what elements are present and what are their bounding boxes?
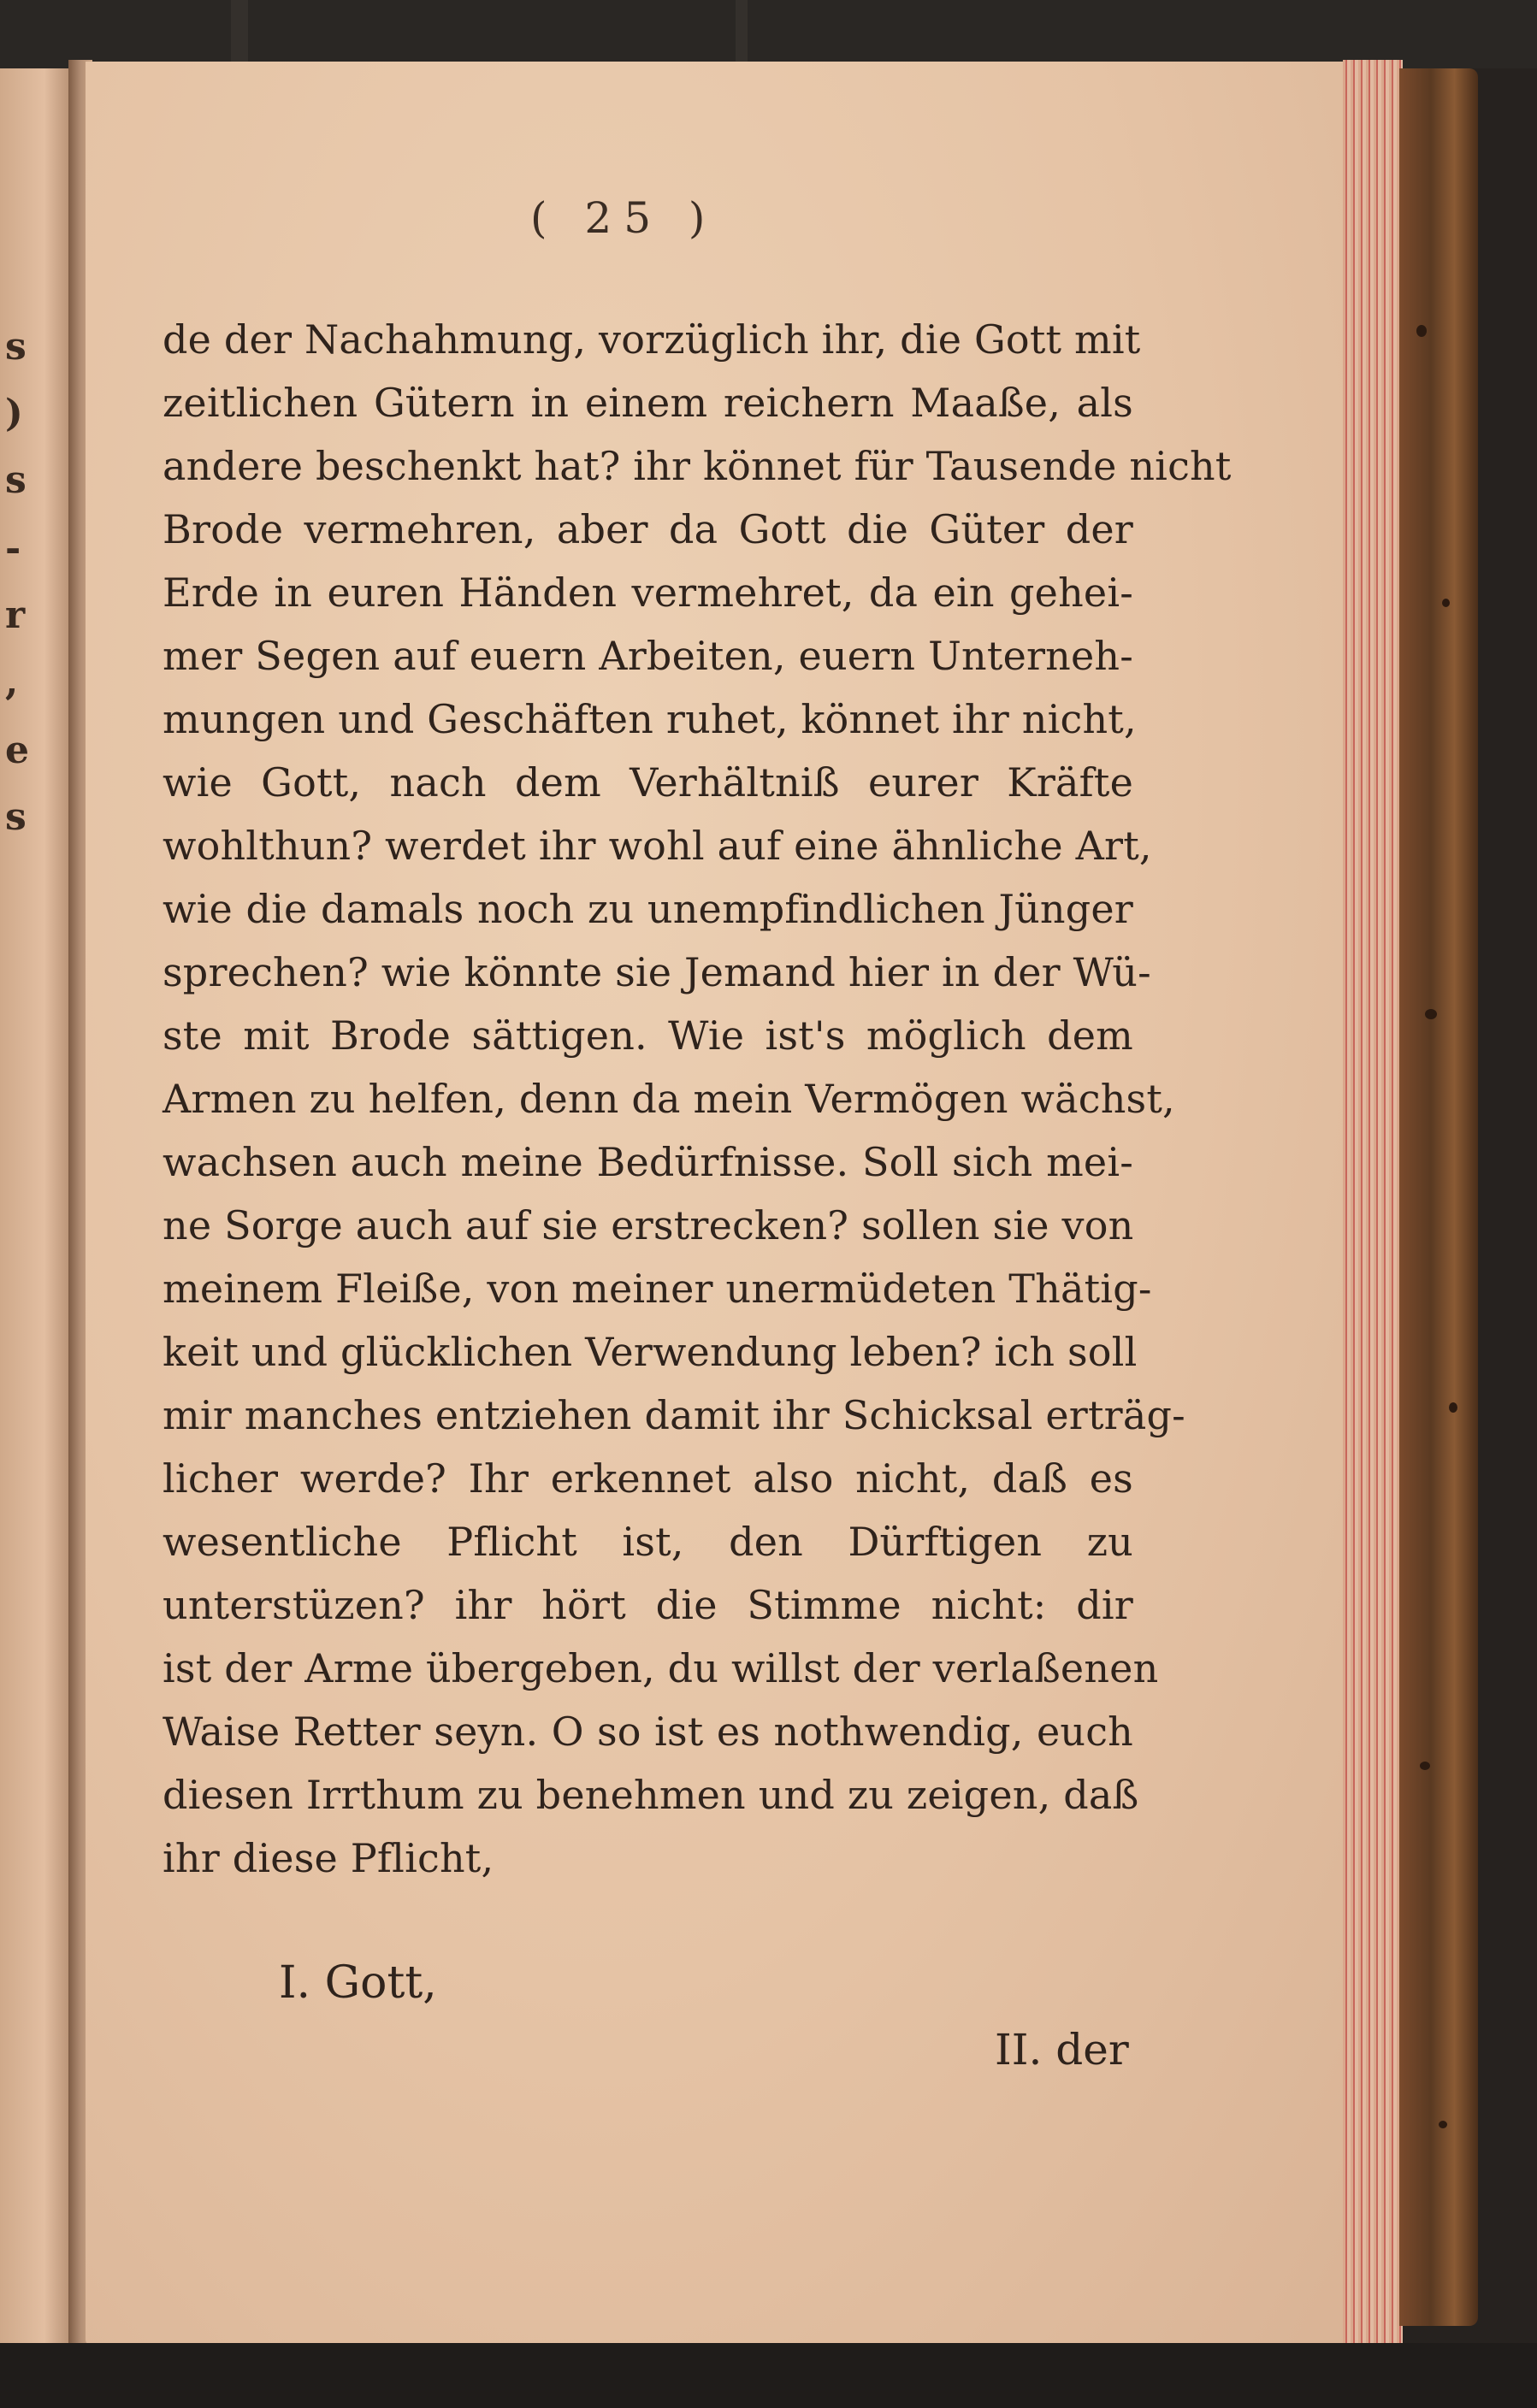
edge-mark: - xyxy=(5,527,21,570)
edge-mark: ) xyxy=(5,392,23,435)
text-line: wesentliche Pflicht ist, den Dürftigen zu xyxy=(163,1519,1133,1565)
cover-spot xyxy=(1442,599,1450,607)
text-line: Armen zu helfen, denn da mein Vermögen wächst, xyxy=(163,1076,1175,1122)
page-number: ( 25 ) xyxy=(530,193,718,243)
text-line: sprechen? wie könnte sie Jemand hier in der Wü- xyxy=(163,949,1151,995)
text-line: keit und glücklichen Verwendung leben? ich soll xyxy=(163,1329,1138,1375)
text-line: andere beschenkt hat? ihr könnet für Tausende nicht xyxy=(163,443,1232,489)
text-line: wachsen auch meine Bedürfnisse. Soll sich mei- xyxy=(163,1139,1133,1185)
cover-spot xyxy=(1439,2121,1447,2128)
edge-mark: s xyxy=(5,458,27,502)
text-line: meinem Fleiße, von meiner unermüdeten Thätig- xyxy=(163,1266,1152,1312)
text-line: licher werde? Ihr erkennet also nicht, daß es xyxy=(163,1455,1133,1502)
text-line: mungen und Geschäften ruhet, könnet ihr nicht, xyxy=(163,696,1137,742)
section-heading: I. Gott, xyxy=(279,1957,437,2009)
text-line: zeitlichen Gütern in einem reichern Maaße, als xyxy=(163,380,1133,426)
edge-mark: r xyxy=(5,593,26,637)
text-line: unterstüzen? ihr hört die Stimme nicht: dir xyxy=(163,1582,1133,1628)
page-fore-edge xyxy=(1343,60,1403,2343)
cover-spot xyxy=(1416,325,1427,337)
text-line: ste mit Brode sättigen. Wie ist's möglich dem xyxy=(163,1012,1133,1059)
background-band xyxy=(231,0,248,68)
body-text xyxy=(163,308,1232,1890)
background-band xyxy=(736,0,748,68)
text-line: mir manches entziehen damit ihr Schicksal erträg- xyxy=(163,1392,1185,1438)
text-line: ihr diese Pflicht, xyxy=(163,1835,494,1881)
text-line: de der Nachahmung, vorzüglich ihr, die Gott mit xyxy=(163,316,1141,363)
cover-spot xyxy=(1449,1402,1457,1413)
text-line: wie die damals noch zu unempfindlichen Jünger xyxy=(163,886,1133,932)
catchword: II. der xyxy=(995,2025,1129,2075)
text-line: Erde in euren Händen vermehret, da ein gehei- xyxy=(163,570,1133,616)
edge-mark: , xyxy=(5,660,19,704)
text-line: ne Sorge auch auf sie erstrecken? sollen sie von xyxy=(163,1202,1134,1248)
facing-page-edge xyxy=(0,68,74,2343)
text-line: Waise Retter seyn. O so ist es nothwendig, euch xyxy=(163,1709,1133,1755)
cover-spot xyxy=(1425,1009,1437,1019)
text-line: wohlthun? werdet ihr wohl auf eine ähnliche Art, xyxy=(163,823,1152,869)
text-line: mer Segen auf euern Arbeiten, euern Unterneh- xyxy=(163,633,1133,679)
background-top xyxy=(0,0,1537,68)
text-line: ist der Arme übergeben, du willst der verlaßenen xyxy=(163,1645,1159,1691)
cover-spot xyxy=(1420,1762,1430,1770)
back-cover xyxy=(1399,68,1478,2326)
text-line: diesen Irrthum zu benehmen und zu zeigen, daß xyxy=(163,1772,1139,1818)
text-line: Brode vermehren, aber da Gott die Güter der xyxy=(163,506,1133,552)
edge-mark: s xyxy=(5,325,27,369)
text-line: wie Gott, nach dem Verhältniß eurer Kräfte xyxy=(163,759,1133,806)
edge-mark: s xyxy=(5,795,27,839)
edge-mark: e xyxy=(5,729,29,772)
background-bottom xyxy=(0,2343,1537,2408)
